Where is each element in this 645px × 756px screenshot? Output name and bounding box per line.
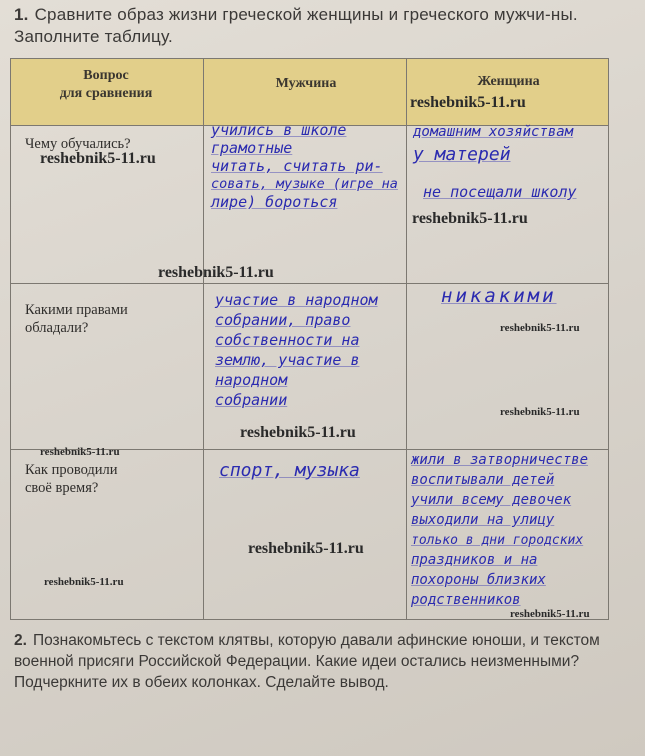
watermark: reshebnik5-11.ru — [412, 210, 528, 227]
row-divider — [11, 283, 608, 284]
task-2-text: Познакомьтесь с текстом клятвы, которую давали афинские юноши, и текстом военной присяги Российской Федерации. Какие идеи остались неизменными? Подчеркните их в обеих колонках. Сделайте вывод. — [14, 632, 600, 691]
watermark: reshebnik5-11.ru — [44, 576, 124, 588]
answer-man-1-line: совать, музыке (игре на — [211, 176, 398, 192]
question-1: Чему обучались? — [25, 136, 131, 152]
header-question: Вопрос для сравнения — [59, 68, 153, 101]
watermark: reshebnik5-11.ru — [158, 264, 274, 281]
watermark: reshebnik5-11.ru — [40, 446, 120, 458]
answer-man-1-line: лире) бороться — [211, 193, 338, 211]
answer-woman-3-line: воспитывали детей — [411, 472, 555, 488]
task-2-number: 2. — [14, 632, 27, 649]
answer-woman-1-line: у матерей — [413, 144, 511, 165]
answer-woman-2-line: никакими — [441, 285, 557, 307]
task-1 — [14, 4, 631, 48]
column-divider — [203, 59, 204, 619]
answer-woman-3-line: только в дни городских — [411, 533, 584, 548]
answer-man-1-line: читать, считать ри- — [211, 157, 383, 175]
question-3: Как проводили своё время? — [25, 462, 118, 496]
watermark: reshebnik5-11.ru — [240, 424, 356, 441]
task-2 — [14, 630, 631, 693]
header-man: Мужчина — [275, 76, 337, 91]
answer-man-2-line: собрании — [215, 391, 288, 409]
header-woman: Женщина — [477, 74, 540, 89]
answer-woman-1-line: не посещали школу — [423, 183, 577, 201]
task-1-number: 1. — [14, 5, 29, 24]
watermark: reshebnik5-11.ru — [500, 406, 580, 418]
answer-woman-3-line: родственников — [411, 592, 521, 608]
answer-man-2-line: участие в народном — [215, 291, 378, 309]
answer-woman-3-line: выходили на улицу — [411, 512, 555, 528]
answer-man-1-line: грамотные — [211, 139, 293, 157]
watermark: reshebnik5-11.ru — [40, 150, 156, 167]
answer-man-3-line: спорт, музыка — [219, 460, 360, 481]
comparison-table — [10, 58, 609, 620]
answer-woman-3-line: учили всему девочек — [411, 492, 572, 508]
watermark: reshebnik5-11.ru — [510, 608, 590, 620]
answer-woman-1-line: домашним хозяйствам — [413, 124, 574, 140]
task-1-text: Сравните образ жизни греческой женщины и греческого мужчи-ны. Заполните таблицу. — [14, 5, 578, 46]
question-2: Какими правами обладали? — [25, 302, 128, 336]
column-divider — [406, 59, 407, 619]
answer-man-2-line: народном — [215, 371, 288, 389]
watermark: reshebnik5-11.ru — [500, 322, 580, 334]
answer-woman-3-line: похороны близких — [411, 572, 546, 588]
answer-man-1-line: учились в школе — [211, 121, 347, 139]
answer-woman-3-line: праздников и на — [411, 552, 538, 568]
answer-man-2-line: землю, участие в — [215, 351, 360, 369]
answer-man-2-line: собственности на — [215, 331, 360, 349]
watermark: reshebnik5-11.ru — [248, 540, 364, 557]
watermark: reshebnik5-11.ru — [410, 94, 526, 111]
answer-man-2-line: собрании, право — [215, 311, 351, 329]
answer-woman-3-line: жили в затворничестве — [411, 452, 589, 468]
